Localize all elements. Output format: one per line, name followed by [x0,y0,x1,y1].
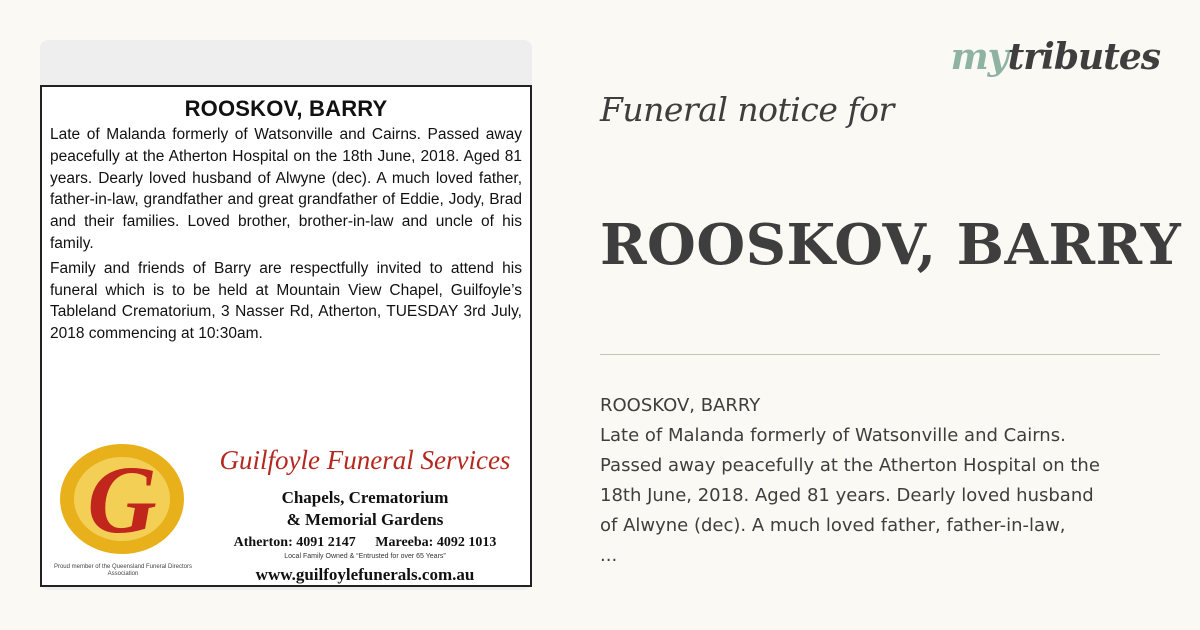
ad-line-1: Chapels, Crematorium [281,488,449,507]
ad-phones [200,535,530,551]
phone-mareeba: Mareeba: 4092 1013 [375,535,497,550]
deceased-name: ROOSKOV, BARRY [600,212,1182,278]
notice-card [40,40,532,590]
excerpt-line: of Alwyne (dec). A much loved father, father-in-law, [600,515,1066,536]
notice-excerpt [600,391,1160,571]
page-subtitle: Funeral notice for [600,90,894,129]
mytributes-logo[interactable] [951,36,1160,78]
logo-letter: G [87,446,157,553]
guilfoyle-logo-icon [52,439,192,559]
excerpt-line: 18th June, 2018. Aged 81 years. Dearly loved husband [600,485,1094,506]
excerpt-line: Passed away peacefully at the Atherton Hospital on the [600,455,1100,476]
ad-tagline: Local Family Owned & “Entrusted for over 65 Years” [284,553,446,560]
company-name: Guilfoyle Funeral Services [219,445,511,475]
ad-line-2: & Memorial Gardens [286,510,444,529]
funeral-notice [40,85,532,587]
excerpt-line: Late of Malanda formerly of Watsonville and Cairns. [600,425,1066,446]
funeral-home-ad [48,439,524,585]
notice-paragraph-1: Late of Malanda formerly of Watsonville and Cairns. Passed away peacefully at the Atherton Hospital on the 18th June, 2018. Aged 81 years. Dearly loved husband of Alwyne (dec). A much loved father, father-in-law, grandfather and great grandfather of Eddie, Jody, Brad and their families. Loved brother, brother-in-law and uncle of his family. [50,126,522,252]
phone-atherton: Atherton: 4091 2147 [233,535,356,550]
brand-tributes: tributes [1007,36,1160,78]
notice-title: ROOSKOV, BARRY [184,96,388,121]
excerpt-ellipsis: ... [600,545,618,566]
divider [600,354,1160,355]
ad-website: www.guilfoylefunerals.com.au [255,565,475,584]
brand-my: my [950,36,1008,78]
logo-caption: Proud member of the Queensland Funeral Directors Association [53,564,193,577]
excerpt-line: ROOSKOV, BARRY [600,395,761,416]
notice-paragraph-2: Family and friends of Barry are respectfully invited to attend his funeral which is to be held at Mountain View Chapel, Guilfoyle’s Tableland Crematorium, 3 Nasser Rd, Atherton, TUESDAY 3rd July, 2018 commencing at 10:30am. [50,259,522,343]
